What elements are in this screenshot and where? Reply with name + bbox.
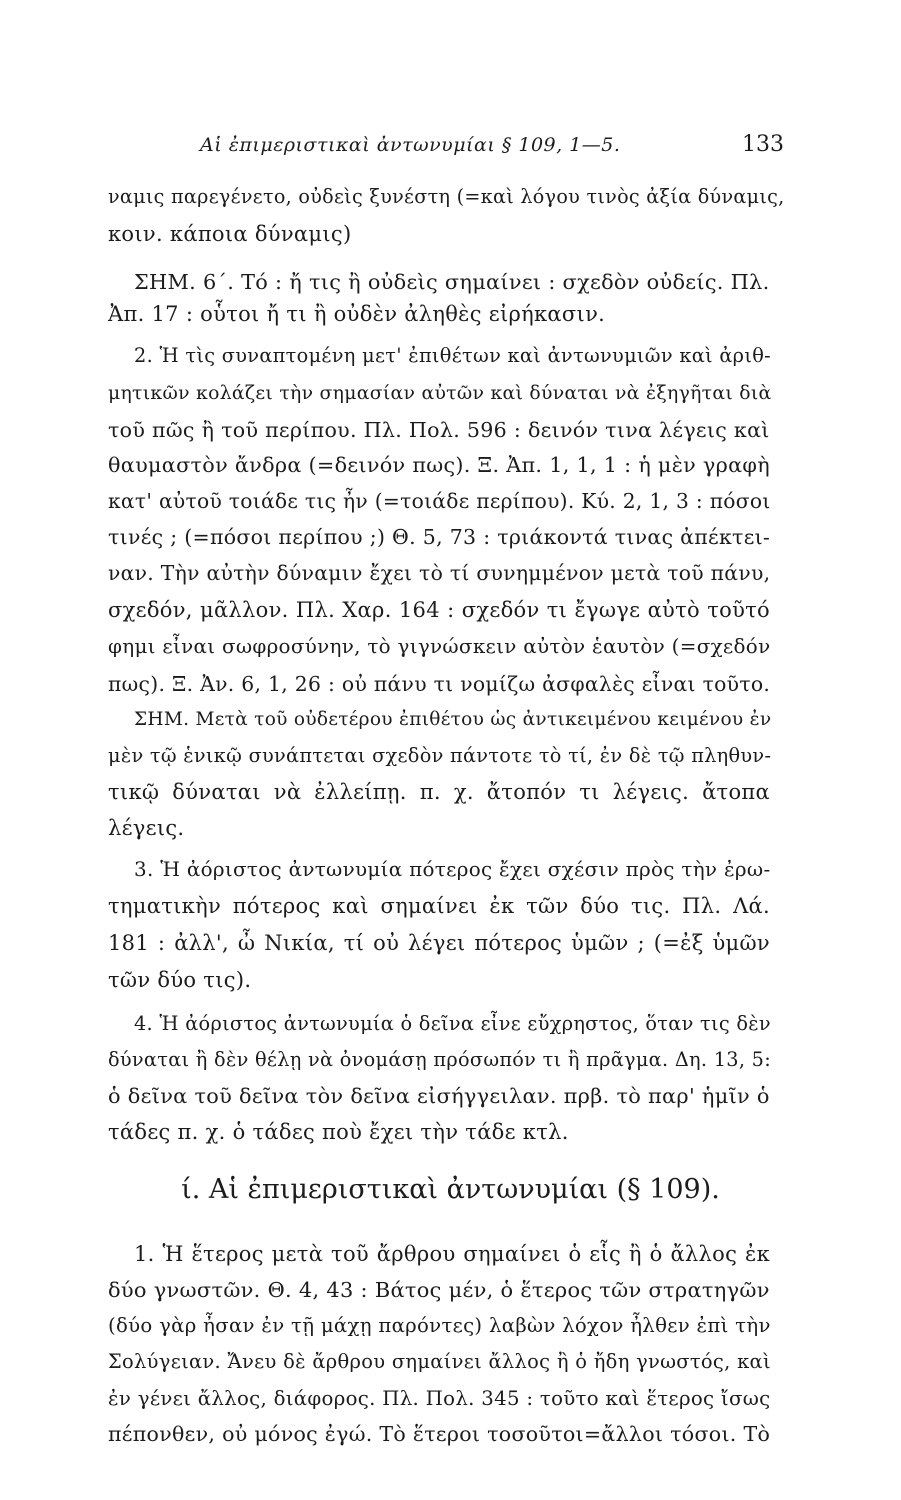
- text-line: 2. Ἡ τὶς συναπτομένη μετ' ἐπιθέτων καὶ ἀντωνυμιῶν καὶ ἀριθ-: [134, 344, 771, 367]
- text-line: τοῦ πῶς ἢ τοῦ περίπου. Πλ. Πολ. 596 : δεινόν τινα λέγεις καὶ: [108, 418, 770, 442]
- page-header: [0, 128, 901, 164]
- text-line: 181 : ἀλλ', ὦ Νικία, τί οὐ λέγει πότερος ὑμῶν ; (=ἐξ ὑμῶν: [108, 931, 770, 955]
- text-line: ναν. Τὴν αὐτὴν δύναμιν ἔχει τὸ τί συνημμένον μετὰ τοῦ πάνυ,: [108, 561, 771, 585]
- text-line: λέγεις.: [108, 816, 185, 840]
- text-line: τηματικὴν πότερος καὶ σημαίνει ἐκ τῶν δύο τις. Πλ. Λά.: [108, 894, 770, 918]
- text-line: ΣΗΜ. 6΄. Τό : ἤ τις ἢ οὐδεὶς σημαίνει : σχεδὸν οὐδείς. Πλ.: [134, 270, 770, 294]
- section-heading: ί. Αἱ ἐπιμεριστικαὶ ἀντωνυμίαι (§ 109).: [181, 1174, 720, 1205]
- text-line: φημι εἶναι σωφροσύνην, τὸ γιγνώσκειν αὐτὸν ἑαυτὸν (=σχεδόν: [108, 635, 771, 658]
- running-title: Αἱ ἐπιμεριστικαὶ ἀντωνυμίαι § 109, 1—5.: [200, 134, 621, 156]
- text-line: μητικῶν κολάζει τὴν σημασίαν αὐτῶν καὶ δύναται νὰ ἐξηγῆται διὰ: [108, 383, 772, 404]
- text-line: τικῷ δύναται νὰ ἐλλείπῃ. π. χ. ἄτοπόν τι λέγεις. ἄτοπα: [108, 780, 770, 804]
- text-line: 4. Ἡ ἀόριστος ἀντωνυμία ὁ δεῖνα εἶνε εὔχρηστος, ὅταν τις δὲν: [134, 1012, 771, 1035]
- text-line: δύο γνωστῶν. Θ. 4, 43 : Βάτος μέν, ὁ ἕτερος τῶν στρατηγῶν: [108, 1278, 770, 1302]
- text-line: 3. Ἡ ἀόριστος ἀντωνυμία πότερος ἔχει σχέσιν πρὸς τὴν ἐρω-: [134, 858, 771, 881]
- text-line: ΣΗΜ. Μετὰ τοῦ οὐδετέρου ἐπιθέτου ὡς ἀντικειμένου κειμένου ἐν: [134, 709, 772, 730]
- text-line: (δύο γὰρ ἦσαν ἐν τῇ μάχῃ παρόντες) λαβὼν λόχον ἦλθεν ἐπὶ τὴν: [108, 1314, 771, 1337]
- text-line: ἐν γένει ἄλλος, διάφορος. Πλ. Πολ. 345 : τοῦτο καὶ ἕτερος ἴσως: [108, 1387, 771, 1410]
- text-line: τῶν δύο τις).: [108, 968, 252, 992]
- text-line: πως). Ξ. Ἀν. 6, 1, 26 : οὐ πάνυ τι νομίζω ἀσφαλὲς εἶναι τοῦτο.: [108, 672, 771, 696]
- page-number: 133: [742, 132, 784, 157]
- text-line: σχεδόν, μᾶλλον. Πλ. Χαρ. 164 : σχεδόν τι ἔγωγε αὐτὸ τοῦτό: [108, 598, 770, 622]
- text-line: ναμις παρεγένετο, οὐδεὶς ξυνέστη (=καὶ λόγου τινὸς ἀξία δύναμις,: [108, 185, 785, 208]
- text-line: 1. Ἡ ἕτερος μετὰ τοῦ ἄρθρου σημαίνει ὁ εἷς ἢ ὁ ἄλλος ἐκ: [134, 1242, 770, 1266]
- text-line: Σολύγειαν. Ἄνευ δὲ ἄρθρου σημαίνει ἄλλος ἢ ὁ ἤδη γνωστός, καὶ: [108, 1350, 771, 1373]
- text-line: μὲν τῷ ἑνικῷ συνάπτεται σχεδὸν πάντοτε τὸ τί, ἐν δὲ τῷ πληθυν-: [108, 744, 772, 767]
- text-line: δύναται ἢ δὲν θέλῃ νὰ ὀνομάσῃ πρόσωπόν τι ἢ πρᾶγμα. Δη. 13, 5:: [108, 1048, 772, 1071]
- text-line: θαυμαστὸν ἄνδρα (=δεινόν πως). Ξ. Ἀπ. 1, 1, 1 : ἡ μὲν γραφὴ: [108, 453, 770, 477]
- text-line: κατ' αὐτοῦ τοιάδε τις ἦν (=τοιάδε περίπου). Κύ. 2, 1, 3 : πόσοι: [108, 489, 771, 513]
- text-line: τινές ; (=πόσοι περίπου ;) Θ. 5, 73 : τριάκοντά τινας ἀπέκτει-: [108, 525, 771, 549]
- text-line: πέπονθεν, οὐ μόνος ἐγώ. Τὸ ἕτεροι τοσοῦτοι=ἄλλοι τόσοι. Τὸ: [108, 1422, 771, 1446]
- text-line: ὁ δεῖνα τοῦ δεῖνα τὸν δεῖνα εἰσήγγειλαν. πρβ. τὸ παρ' ἡμῖν ὁ: [108, 1084, 770, 1108]
- text-line: κοιν. κάποια δύναμις): [108, 222, 352, 246]
- text-line: Ἀπ. 17 : οὗτοι ἤ τι ἢ οὐδὲν ἀληθὲς εἰρήκασιν.: [108, 302, 606, 326]
- text-line: τάδες π. χ. ὁ τάδες ποὺ ἔχει τὴν τάδε κτλ.: [108, 1120, 569, 1144]
